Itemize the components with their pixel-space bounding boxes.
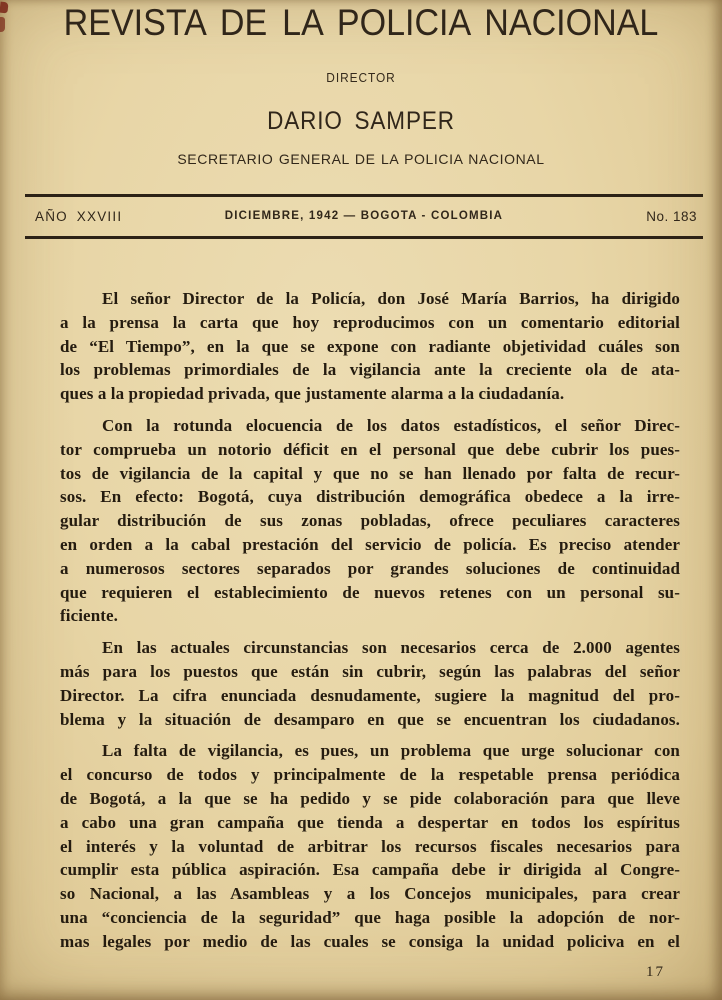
- paragraph: [60, 414, 680, 628]
- article-body: [60, 287, 680, 962]
- text-line: Director. La cifra enunciada desnudamente, sugiere la magnitud del pro-: [60, 685, 680, 705]
- issue-bar: [25, 202, 703, 230]
- text-line: una “conciencia de la seguridad” que haga posible la adopción de nor-: [60, 907, 680, 927]
- text-line: tos de vigilancia de la capital y que no se han llenado por falta de recur-: [60, 463, 680, 483]
- red-ink-mark-bottom: [0, 17, 5, 32]
- paragraph: [60, 739, 680, 953]
- director-name: DARIO SAMPER: [267, 107, 455, 135]
- text-line: el concurso de todos y principalmente de la respetable prensa periódica: [60, 765, 680, 785]
- director-label: DIRECTOR: [326, 71, 396, 85]
- red-ink-mark-top: [0, 2, 9, 14]
- text-line: los problemas primordiales de la vigilancia ante la creciente ola de ata-: [60, 360, 680, 380]
- text-line: La falta de vigilancia, es pues, un problema que urge solucionar con: [102, 741, 680, 761]
- text-line: En las actuales circunstancias son necesarios cerca de 2.000 agentes: [102, 638, 680, 658]
- text-line: El señor Director de la Policía, don José María Barrios, ha dirigido: [102, 289, 680, 308]
- text-line: a numerosos sectores separados por grandes soluciones de continuidad: [60, 558, 680, 578]
- text-line: cumplir esta pública aspiración. Esa campaña debe ir dirigida al Congre-: [60, 860, 680, 880]
- text-line: ficiente.: [60, 606, 119, 626]
- text-line: de Bogotá, a la que se ha pedido y se pide colaboración para que lleve: [60, 788, 680, 808]
- paragraph: [60, 636, 680, 731]
- text-line: tor comprueba un notorio déficit en el personal que debe cubrir los pues-: [60, 439, 680, 459]
- text-line: sos. En efecto: Bogotá, cuya distribución demográfica obedece a la irre-: [60, 487, 680, 507]
- text-line: más para los puestos que están sin cubrir, según las palabras del señor: [60, 661, 680, 681]
- text-line: gular distribución de sus zonas pobladas, ofrece peculiares caracteres: [60, 511, 680, 531]
- text-line: el interés y la voluntad de arbitrar los recursos fiscales necesarios para: [60, 836, 680, 856]
- text-line: so Nacional, a las Asambleas y a los Concejos municipales, para crear: [60, 884, 680, 904]
- divider-rule-top: [25, 194, 703, 197]
- text-line: Con la rotunda elocuencia de los datos estadísticos, el señor Direc-: [102, 415, 680, 435]
- text-line: que requieren el establecimiento de nuevos retenes con un personal su-: [60, 582, 680, 602]
- issue-year: AÑO XXVIII: [35, 208, 123, 224]
- issue-date-place: DICIEMBRE, 1942 — BOGOTA - COLOMBIA: [224, 210, 504, 222]
- paragraph: [60, 287, 680, 406]
- text-line: de “El Tiempo”, en la que se expone con radiante objetividad cuáles son: [60, 336, 680, 356]
- magazine-title: REVISTA DE LA POLICIA NACIONAL: [63, 2, 659, 43]
- director-role: SECRETARIO GENERAL DE LA POLICIA NACIONAL: [177, 151, 545, 167]
- divider-rule-bottom: [25, 236, 703, 239]
- text-line: ques a la propiedad privada, que justamente alarma a la ciudadanía.: [60, 384, 565, 404]
- text-line: a la prensa la carta que hoy reproducimos con un comentario editorial: [60, 312, 680, 332]
- text-line: blema y la situación de desamparo en que se encuentran los ciudadanos.: [60, 709, 680, 729]
- page-number: 17: [646, 964, 665, 980]
- text-line: en orden a la cabal prestación del servicio de policía. Es preciso atender: [60, 534, 680, 554]
- issue-number: No. 183: [646, 208, 697, 224]
- text-line: mas legales por medio de las cuales se consiga la unidad policiva en el: [60, 931, 680, 951]
- text-line: a cabo una gran campaña que tienda a despertar en todos los espíritus: [60, 812, 680, 832]
